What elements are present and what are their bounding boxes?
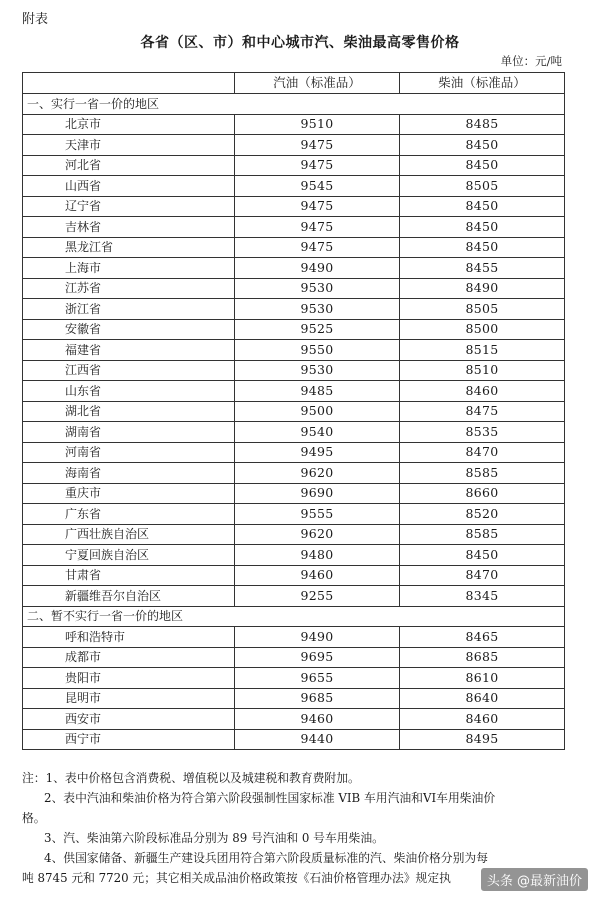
region-name-cell: 安徽省	[23, 319, 235, 340]
table-row	[23, 237, 565, 258]
diesel-price-cell: 8685	[400, 647, 565, 668]
region-name-cell: 天津市	[23, 135, 235, 156]
table-row	[23, 709, 565, 730]
table-row	[23, 114, 565, 135]
table-row	[23, 217, 565, 238]
diesel-price-cell: 8475	[400, 401, 565, 422]
gasoline-price-cell: 9495	[235, 442, 400, 463]
region-name-cell: 江苏省	[23, 278, 235, 299]
region-name-cell: 广西壮族自治区	[23, 524, 235, 545]
section-row	[23, 606, 565, 627]
table-row	[23, 360, 565, 381]
table-row	[23, 155, 565, 176]
gasoline-price-cell: 9490	[235, 627, 400, 648]
diesel-price-cell: 8450	[400, 196, 565, 217]
page-title: 各省（区、市）和中心城市汽、柴油最高零售价格	[140, 35, 460, 51]
gasoline-price-cell: 9475	[235, 217, 400, 238]
region-name-cell: 昆明市	[23, 688, 235, 709]
diesel-price-cell: 8460	[400, 381, 565, 402]
diesel-price-cell: 8450	[400, 155, 565, 176]
diesel-price-cell: 8610	[400, 668, 565, 689]
watermark: 头条 @最新油价	[481, 868, 588, 891]
table-row	[23, 135, 565, 156]
region-name-cell: 吉林省	[23, 217, 235, 238]
note-4: 4、供国家储备、新疆生产建设兵团用符合第六阶段质量标准的汽、柴油价格分别为每	[44, 851, 488, 865]
gasoline-price-cell: 9255	[235, 586, 400, 607]
diesel-price-cell: 8535	[400, 422, 565, 443]
table-row	[23, 442, 565, 463]
diesel-price-cell: 8640	[400, 688, 565, 709]
gasoline-price-cell: 9475	[235, 196, 400, 217]
section-heading: 一、实行一省一价的地区	[23, 94, 565, 115]
region-name-cell: 西安市	[23, 709, 235, 730]
diesel-price-cell: 8510	[400, 360, 565, 381]
gasoline-price-cell: 9620	[235, 524, 400, 545]
note-3: 3、汽、柴油第六阶段标准品分别为 89 号汽油和 0 号车用柴油。	[44, 831, 384, 845]
region-name-cell: 湖南省	[23, 422, 235, 443]
gasoline-price-cell: 9490	[235, 258, 400, 279]
diesel-price-cell: 8450	[400, 135, 565, 156]
gasoline-price-cell: 9485	[235, 381, 400, 402]
gasoline-price-cell: 9460	[235, 709, 400, 730]
diesel-price-cell: 8660	[400, 483, 565, 504]
diesel-price-cell: 8585	[400, 524, 565, 545]
gasoline-price-cell: 9475	[235, 155, 400, 176]
header-diesel: 柴油（标准品）	[400, 73, 565, 94]
gasoline-price-cell: 9545	[235, 176, 400, 197]
gasoline-price-cell: 9530	[235, 360, 400, 381]
region-name-cell: 浙江省	[23, 299, 235, 320]
table-header-row	[23, 73, 565, 94]
diesel-price-cell: 8505	[400, 176, 565, 197]
gasoline-price-cell: 9655	[235, 668, 400, 689]
gasoline-price-cell: 9550	[235, 340, 400, 361]
table-row	[23, 340, 565, 361]
diesel-price-cell: 8505	[400, 299, 565, 320]
gasoline-price-cell: 9440	[235, 729, 400, 750]
note-1: 注：1、表中价格包含消费税、增值税以及城建税和教育费附加。	[22, 771, 360, 785]
gasoline-price-cell: 9555	[235, 504, 400, 525]
region-name-cell: 山西省	[23, 176, 235, 197]
gasoline-price-cell: 9480	[235, 545, 400, 566]
gasoline-price-cell: 9475	[235, 237, 400, 258]
region-name-cell: 河北省	[23, 155, 235, 176]
region-name-cell: 重庆市	[23, 483, 235, 504]
header-region	[23, 73, 235, 94]
region-name-cell: 辽宁省	[23, 196, 235, 217]
diesel-price-cell: 8495	[400, 729, 565, 750]
note-2-cont: 格。	[22, 811, 46, 825]
table-row	[23, 627, 565, 648]
table-row	[23, 319, 565, 340]
table-row	[23, 483, 565, 504]
gasoline-price-cell: 9620	[235, 463, 400, 484]
table-row	[23, 668, 565, 689]
region-name-cell: 呼和浩特市	[23, 627, 235, 648]
table-row	[23, 176, 565, 197]
table-row	[23, 647, 565, 668]
diesel-price-cell: 8515	[400, 340, 565, 361]
table-row	[23, 688, 565, 709]
diesel-price-cell: 8345	[400, 586, 565, 607]
table-row	[23, 545, 565, 566]
unit-label: 单位：元/吨	[500, 54, 562, 68]
table-row	[23, 278, 565, 299]
gasoline-price-cell: 9685	[235, 688, 400, 709]
region-name-cell: 上海市	[23, 258, 235, 279]
diesel-price-cell: 8470	[400, 565, 565, 586]
diesel-price-cell: 8455	[400, 258, 565, 279]
header-gasoline: 汽油（标准品）	[235, 73, 400, 94]
gasoline-price-cell: 9525	[235, 319, 400, 340]
diesel-price-cell: 8520	[400, 504, 565, 525]
diesel-price-cell: 8450	[400, 545, 565, 566]
diesel-price-cell: 8485	[400, 114, 565, 135]
region-name-cell: 山东省	[23, 381, 235, 402]
region-name-cell: 成都市	[23, 647, 235, 668]
table-row	[23, 565, 565, 586]
diesel-price-cell: 8470	[400, 442, 565, 463]
region-name-cell: 西宁市	[23, 729, 235, 750]
region-name-cell: 福建省	[23, 340, 235, 361]
region-name-cell: 甘肃省	[23, 565, 235, 586]
table-row	[23, 422, 565, 443]
diesel-price-cell: 8450	[400, 217, 565, 238]
region-name-cell: 江西省	[23, 360, 235, 381]
table-row	[23, 401, 565, 422]
table-row	[23, 299, 565, 320]
table-row	[23, 196, 565, 217]
diesel-price-cell: 8450	[400, 237, 565, 258]
diesel-price-cell: 8460	[400, 709, 565, 730]
appendix-label: 附表	[22, 12, 49, 27]
gasoline-price-cell: 9690	[235, 483, 400, 504]
region-name-cell: 北京市	[23, 114, 235, 135]
diesel-price-cell: 8490	[400, 278, 565, 299]
region-name-cell: 宁夏回族自治区	[23, 545, 235, 566]
diesel-price-cell: 8585	[400, 463, 565, 484]
note-2: 2、表中汽油和柴油价格为符合第六阶段强制性国家标准 VIB 车用汽油和VI车用柴油价	[44, 791, 496, 805]
section-row	[23, 94, 565, 115]
section-heading: 二、暂不实行一省一价的地区	[23, 606, 565, 627]
gasoline-price-cell: 9475	[235, 135, 400, 156]
table-row	[23, 463, 565, 484]
diesel-price-cell: 8500	[400, 319, 565, 340]
note-4-cont: 吨 8745 元和 7720 元；其它相关成品油价格政策按《石油价格管理办法》规定执	[22, 871, 451, 885]
table-row	[23, 258, 565, 279]
region-name-cell: 河南省	[23, 442, 235, 463]
region-name-cell: 湖北省	[23, 401, 235, 422]
table-row	[23, 729, 565, 750]
table-row	[23, 504, 565, 525]
region-name-cell: 贵阳市	[23, 668, 235, 689]
gasoline-price-cell: 9460	[235, 565, 400, 586]
diesel-price-cell: 8465	[400, 627, 565, 648]
region-name-cell: 海南省	[23, 463, 235, 484]
gasoline-price-cell: 9540	[235, 422, 400, 443]
region-name-cell: 广东省	[23, 504, 235, 525]
region-name-cell: 黑龙江省	[23, 237, 235, 258]
table-row	[23, 524, 565, 545]
price-table	[22, 72, 565, 750]
table-row	[23, 586, 565, 607]
gasoline-price-cell: 9695	[235, 647, 400, 668]
gasoline-price-cell: 9530	[235, 299, 400, 320]
gasoline-price-cell: 9500	[235, 401, 400, 422]
region-name-cell: 新疆维吾尔自治区	[23, 586, 235, 607]
table-row	[23, 381, 565, 402]
gasoline-price-cell: 9510	[235, 114, 400, 135]
gasoline-price-cell: 9530	[235, 278, 400, 299]
